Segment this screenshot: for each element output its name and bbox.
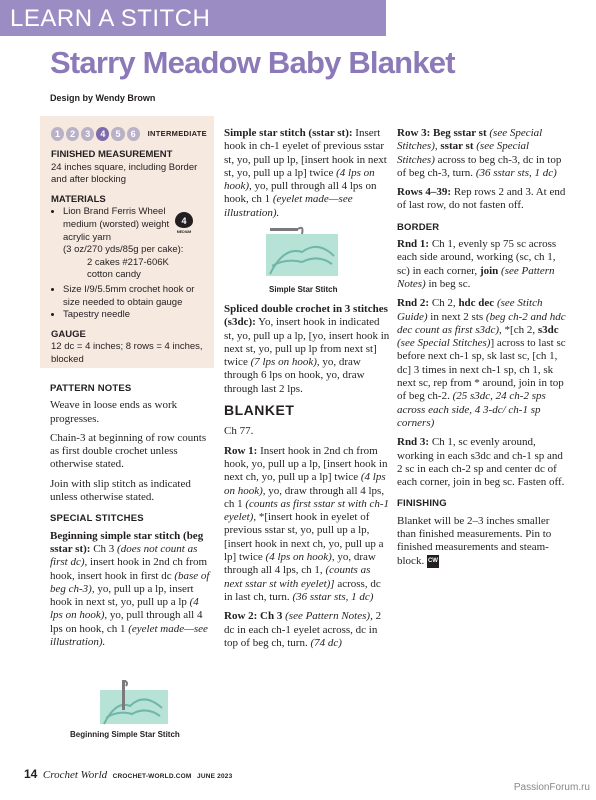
end-mark-icon: CW	[427, 555, 439, 568]
rows-4-39-instructions: Rows 4–39: Rep rows 2 and 3. At end of last row, do not fasten off.	[397, 186, 566, 212]
skill-level-indicator	[51, 127, 207, 141]
level-6-icon: 6	[127, 127, 140, 141]
pattern-notes-heading: PATTERN NOTES	[50, 383, 132, 394]
finishing-heading: FINISHING	[397, 498, 447, 510]
rnd-3-instructions: Rnd 3: Ch 1, sc evenly around, working in each s3dc and ch-1 sp and 2 sc in each ch-2 sp and center dc of each corner, join in beg sc. Fasten off.	[397, 436, 565, 489]
beginning-simple-star-stitch-illustration	[96, 680, 172, 726]
row-3-instructions: Row 3: Beg sstar st (see Special Stitches), sstar st (see Special Stitches) across to beg ch-3, dc in top of beg ch-3, turn. (36 sstar sts, 1 dc)	[397, 127, 562, 179]
magazine-url: CROCHET-WORLD.COM	[112, 773, 192, 780]
issue-date: JUNE 2023	[197, 773, 233, 780]
column-2-lower	[224, 303, 390, 656]
level-5-icon: 5	[111, 127, 124, 141]
needle-item: • Tapestry needle	[63, 309, 207, 322]
skill-level-label: INTERMEDIATE	[147, 128, 207, 138]
banner-label: LEARN A STITCH	[10, 5, 211, 32]
sstar-instructions: Simple star stitch (sstar st): Insert hook in ch-1 eyelet of previous sstar st, yo, pull up lp, [insert hook in next st, yo, pull up a lp] twice (4 lps on hook), yo, pull through all 4 lps on hook, ch 1 (eyelet made—see illustration).	[224, 127, 387, 219]
note-3: Join with slip stitch as indicated unless otherwise stated.	[50, 477, 191, 504]
page-number: 14	[24, 767, 38, 781]
finishing-text: Blanket will be 2–3 inches smaller than finished measurements. Pin to finished measurements and steam-block. CW	[397, 514, 552, 567]
level-1-icon: 1	[51, 127, 64, 141]
rnd-1-instructions: Rnd 1: Ch 1, evenly sp 75 sc across each side around, working (sc, ch 1, sc) in each corner, join (see Pattern Notes) in beg sc.	[397, 238, 557, 290]
level-4-icon: 4	[96, 127, 109, 141]
column-1	[50, 382, 214, 655]
note-1: Weave in loose ends as work progresses.	[50, 399, 178, 425]
rnd-2-instructions: Rnd 2: Ch 2, hdc dec (see Stitch Guide) in next 2 sts (beg ch-2 and hdc dec count as first s3dc), *[ch 2, s3dc (see Special Stitches)] across to last sc before next ch-1 sp, sk last sc, [ch 1, dc] 3 times in next ch-1 sp, ch 1, sk next sc, rep from * around, join in top of beg ch-2. (25 s3dc, 24 ch-2 sps across each side, 4 3-dc/ ch-1 sp corners)	[397, 297, 566, 429]
finished-measurement-text: 24 inches square, including Border and after blocking	[51, 161, 198, 186]
special-stitches-heading: SPECIAL STITCHES	[50, 513, 144, 525]
yarn-weight: (3 oz/270 yds/85g per cake):	[63, 244, 184, 256]
blanket-heading: BLANKET	[224, 402, 295, 419]
magazine-name: Crochet World	[42, 769, 108, 781]
yarn-color: 2 cakes #217-606K cotton candy	[87, 256, 169, 281]
watermark: PassionForum.ru	[513, 782, 590, 793]
column-3	[397, 127, 569, 574]
level-2-icon: 2	[66, 127, 79, 141]
row-2-instructions: Row 2: Ch 3 (see Pattern Notes), 2 dc in each ch-1 eyelet across, dc in top of beg ch, turn. (74 dc)	[224, 610, 382, 649]
s3dc-instructions: Spliced double crochet in 3 stitches (s3dc): Yo, insert hook in indicated st, yo, pull up a lp, [yo, insert hook in next st, yo, pull up lp from next st] twice (7 lps on hook), yo, draw through 6 lps on hook, yo, draw through last 2 lps.	[224, 303, 390, 395]
row-1-instructions: Row 1: Insert hook in 2nd ch from hook, yo, pull up a lp, [insert hook in next ch, yo, pull up a lp] twice (4 lps on hook), yo, draw through all 4 lps, ch 1 (counts as first sstar st with ch-1 eyelet), *[insert hook in eyelet of previous sstar st, yo, pull up a lp, [insert hook in next ch, yo, pull up a lp] twice (4 lps on hook), yo, draw through all 4 lps, ch 1, (counts as next sstar st with eyelet)] across, dc in last ch, turn. (36 sstar sts, 1 dc)	[224, 444, 390, 603]
figure-caption-simple: Simple Star Stitch	[269, 285, 338, 294]
column-2	[224, 127, 390, 226]
gauge-text: 12 dc = 4 inches; 8 rows = 4 inches, blocked	[51, 341, 203, 365]
section-banner	[0, 0, 386, 36]
hook-item: • Size I/9/5.5mm crochet hook or size needed to obtain gauge	[63, 284, 207, 309]
materials-heading: MATERIALS	[51, 193, 106, 205]
level-3-icon: 3	[81, 127, 94, 141]
yarn-description: Lion Brand Ferris Wheel medium (worsted) weight acrylic yarn	[63, 206, 170, 243]
yarn-weight-label: MEDIUM	[176, 230, 192, 234]
materials-sidebar	[40, 116, 214, 368]
page-title: Starry Meadow Baby Blanket	[50, 45, 455, 80]
foundation-chain: Ch 77.	[224, 425, 254, 438]
border-heading: BORDER	[397, 221, 440, 233]
figure-caption-beginning: Beginning Simple Star Stitch	[70, 730, 180, 739]
yarn-weight-number: 4	[181, 216, 187, 226]
designer-byline: Design by Wendy Brown	[50, 93, 156, 103]
beg-sstar-instructions: Beginning simple star stitch (beg sstar st): Ch 3 (does not count as first dc), insert hook in 2nd ch from hook, insert hook in first dc (base of beg ch-3), yo, pull up a lp, insert hook in next st, yo, pull up a lp (4 lps on hook), yo, pull through all 4 lps on hook, ch 1 (eyelet made—see illustration).	[50, 529, 210, 649]
simple-star-stitch-illustration	[262, 222, 342, 278]
yarn-weight-icon	[175, 212, 193, 234]
gauge-heading: GAUGE	[51, 328, 86, 340]
page-footer	[24, 767, 232, 781]
finished-measurement-heading: FINISHED MEASUREMENT	[51, 149, 173, 160]
note-2: Chain-3 at beginning of row counts as first double crochet unless otherwise stated.	[50, 431, 207, 471]
